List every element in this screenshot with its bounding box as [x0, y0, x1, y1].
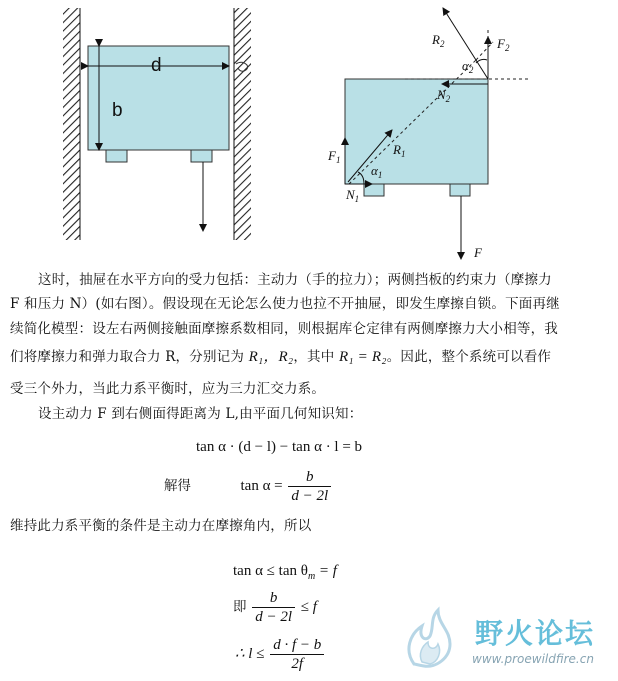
label-alpha2: $\alpha_2$ [462, 58, 474, 75]
paragraph-3: 维持此力系平衡的条件是主动力在摩擦角内，所以 [10, 518, 312, 534]
paragraph-line-5: 受三个外力，当此力系平衡时，应为三力汇交力系。 [10, 381, 326, 397]
drawer-foot-right-1 [364, 184, 384, 196]
equation-2-line [164, 468, 333, 505]
line4-text-a: 们将摩擦力和弹力取合力 R，分别记为 [10, 349, 245, 365]
watermark-url: www.proewildfire.cn [472, 652, 594, 666]
line4-text-b: ，其中 [293, 349, 335, 365]
paragraph-line-2: F 和压力 N）(如右图）。假设现在无论怎么使力也拉不开抽屉，即发生摩擦自锁。下面再继 [10, 296, 560, 312]
eq4-fraction [252, 589, 295, 626]
line4-text-c: 。因此，整个系统可以看作 [386, 349, 552, 365]
label-F1: $F_1$ [328, 148, 341, 165]
figures [0, 0, 618, 270]
math-R1eqR2: R₁ = R₂ [338, 349, 387, 365]
eq2-numerator: b [288, 468, 331, 487]
label-b: b [112, 100, 123, 121]
label-F: F [474, 245, 482, 260]
eq5-numerator: d · f − b [270, 636, 324, 655]
left-drawer-figure [63, 8, 251, 240]
label-alpha1: $\alpha_1$ [371, 163, 383, 180]
label-R2: $R_2$ [432, 32, 445, 49]
right-wall-hatch [234, 8, 251, 240]
eq5-lhs: ∴ l ≤ [235, 645, 265, 662]
left-wall-hatch [63, 8, 80, 240]
flame-logo-icon [400, 606, 470, 676]
label-F2: $F_2$ [497, 36, 510, 53]
eq4-numerator: b [252, 589, 295, 608]
eq5-denominator: 2f [291, 656, 304, 672]
paragraph-line-3: 续简化模型：设左右两侧接触面摩擦系数相同，则根据库仑定律有两侧摩擦力大小相等，我 [10, 321, 558, 337]
eq2-denominator: d − 2l [291, 488, 329, 504]
equation-5 [235, 636, 326, 673]
watermark-name: 野火论坛 [475, 617, 596, 650]
eq2-fraction [288, 468, 331, 505]
math-R1R2: R₁，R₂ [248, 349, 294, 365]
label-R1: $R_1$ [393, 142, 406, 159]
label-N1: $N_1$ [346, 187, 360, 204]
eq2-lhs: tan α = [240, 477, 283, 494]
line-of-action-upper [476, 42, 493, 60]
equation-1: tan α · (d − l) − tan α · l = b [196, 439, 363, 455]
eq5-fraction [270, 636, 324, 673]
equation-3: $\tan \alpha \le \tan \theta_m = f$ [233, 563, 337, 582]
eq4-denominator: d − 2l [255, 609, 293, 625]
label-d: d [151, 55, 162, 76]
paragraph-2: 设主动力 F 到右侧面得距离为 L,由平面几何知识知： [38, 406, 363, 422]
equation-4 [233, 589, 317, 626]
drawer-foot-right [191, 150, 212, 162]
eq4-rhs: ≤ f [300, 598, 317, 615]
drawer-body-right [345, 79, 488, 184]
label-N2: $N_2$ [437, 87, 451, 104]
right-force-figure [327, 8, 530, 260]
drawer-foot-left [106, 150, 127, 162]
paragraph-line-1: 这时，抽屉在水平方向的受力包括：主动力（手的拉力）；两侧挡板的约束力（摩擦力 [38, 272, 552, 288]
solve-label: 解得 [164, 477, 191, 494]
paragraph-line-4 [10, 343, 610, 371]
ji-label: 即 [233, 598, 247, 615]
drawer-foot-right-2 [450, 184, 470, 196]
